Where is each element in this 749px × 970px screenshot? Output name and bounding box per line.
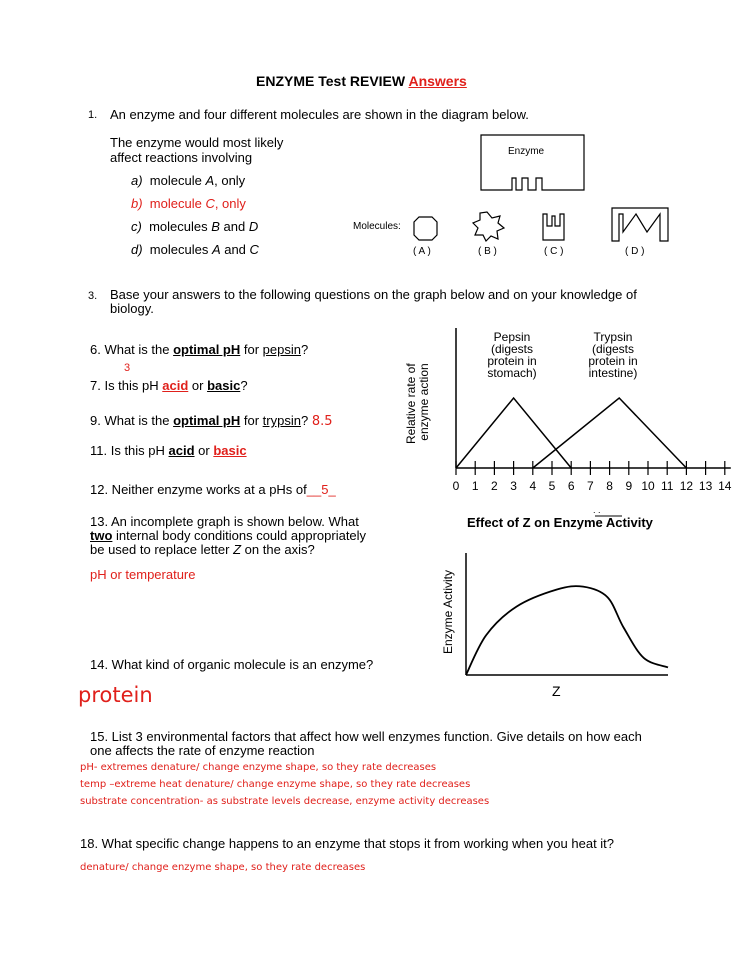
chart1-title: Effect of Z on Enzyme Activity — [467, 515, 653, 530]
q13-answer: pH or temperature — [90, 567, 196, 582]
chart1-ylabel — [404, 360, 431, 444]
molecule-c-shape — [543, 214, 564, 240]
q11-basic-answer: basic — [213, 443, 247, 458]
q18-answer: denature/ change enzyme shape, so they rate decreases — [80, 862, 366, 873]
ylabel-line2: enzyme action — [417, 363, 431, 441]
trypsin-line — [533, 398, 687, 468]
enzyme-shape — [481, 135, 584, 190]
option-letter: a) — [131, 173, 143, 188]
legend-line: protein in — [588, 354, 638, 368]
legend-line: protein in — [487, 354, 537, 368]
x-tick-label: 2 — [491, 479, 498, 493]
x-tick-label: 0 — [452, 479, 460, 493]
legend-line: Pepsin — [493, 330, 531, 344]
molecules-label: Molecules: — [353, 221, 401, 232]
q15-answer-3: substrate concentration- as substrate levels decrease, enzyme activity decreases — [80, 796, 490, 807]
x-tick-label: 10 — [641, 479, 655, 493]
q18-text: 18. What specific change happens to an enzyme that stops it from working when you heat it? — [80, 836, 615, 851]
q1-stem-line2: affect reactions involving — [110, 150, 253, 165]
q15-line2: one affects the rate of enzyme reaction — [90, 743, 315, 758]
q3-line2: biology. — [110, 301, 154, 316]
x-tick-label: 4 — [529, 479, 537, 493]
enzyme-label: Enzyme — [508, 146, 545, 157]
molecule-a-label: ( A ) — [413, 246, 431, 257]
x-tick-label: 9 — [625, 479, 633, 493]
legend-line: stomach) — [487, 366, 537, 380]
molecule-b-label: ( B ) — [478, 246, 497, 257]
x-tick-label: 5 — [548, 479, 556, 493]
x-tick-label: 3 — [510, 479, 517, 493]
title-main: ENZYME Test REVIEW — [256, 73, 409, 89]
x-tick-label: 13 — [698, 479, 713, 493]
q7-text: 7. Is this pH acid or basic? — [90, 378, 248, 393]
legend-line: (digests — [591, 342, 635, 356]
x-tick-label: 11 — [660, 479, 674, 493]
q14-answer: protein — [78, 683, 153, 707]
legend-line: Trypsin — [593, 330, 633, 344]
q6-answer: 3 — [124, 362, 131, 374]
q11-text: 11. Is this pH acid or basic — [90, 443, 247, 458]
q9-text: 9. What is the optimal pH for trypsin? 8.5 — [90, 413, 333, 429]
q14-text: 14. What kind of organic molecule is an enzyme? — [90, 657, 374, 672]
x-tick-label: 1 — [471, 479, 479, 493]
q1-option-a: a) molecule A, only — [131, 173, 246, 188]
q3-number: 3. — [88, 290, 98, 302]
q9-answer: 8.5 — [311, 414, 333, 429]
q3-line1: Base your answers to the following questions on the graph below and on your knowledge of — [110, 287, 637, 302]
molecule-a-shape — [414, 217, 437, 240]
option-letter: b) — [131, 196, 143, 211]
title-answers: Answers — [408, 73, 467, 89]
pepsin-label — [487, 330, 536, 380]
chart2-xlabel: Z — [552, 683, 561, 699]
chart2-ylabel: Enzyme Activity — [441, 569, 455, 655]
molecule-d-shape — [612, 208, 668, 241]
x-tick-label: 8 — [606, 479, 613, 493]
q12-text: 12. Neither enzyme works at a pHs of__5_ — [90, 482, 336, 497]
pepsin-line — [456, 398, 571, 468]
trypsin-label — [588, 330, 637, 380]
ylabel-line1: Relative rate of — [404, 363, 418, 445]
q12-answer: 5 — [321, 482, 329, 497]
q7-acid-answer: acid — [162, 378, 189, 393]
chart2-activity-curve — [466, 586, 668, 675]
q1-text: An enzyme and four different molecules are shown in the diagram below. — [110, 107, 529, 122]
q1-stem-line1: The enzyme would most likely — [110, 135, 284, 150]
legend-line: (digests — [490, 342, 534, 356]
option-letter: c) — [131, 219, 142, 234]
q1-option-b: b) molecule C, only — [131, 196, 246, 211]
q1-option-c: c) molecules B and D — [131, 219, 259, 234]
x-tick-label: 6 — [567, 479, 575, 493]
q15-line1: 15. List 3 environmental factors that affect how well enzymes function. Give details on how each — [90, 729, 642, 744]
q13-line1: 13. An incomplete graph is shown below. What — [90, 514, 359, 529]
x-tick-label: 12 — [679, 479, 694, 493]
q15-answer-1: pH- extremes denature/ change enzyme shape, so they rate decreases — [80, 762, 437, 773]
molecule-d-label: ( D ) — [625, 246, 645, 257]
x-tick-label: 7 — [587, 479, 594, 493]
q6-text: 6. What is the optimal pH for pepsin? — [90, 342, 309, 357]
q15-answer-2: temp –extreme heat denature/ change enzyme shape, so they rate decreases — [80, 779, 471, 790]
q1-option-d: d) molecules A and C — [131, 242, 259, 257]
q13-line2: two internal body conditions could appropriately — [90, 528, 367, 543]
q13-line3: be used to replace letter Z on the axis? — [90, 542, 315, 557]
option-letter: d) — [131, 242, 143, 257]
molecule-c-label: ( C ) — [544, 246, 564, 257]
page-title — [256, 73, 467, 89]
x-tick-label: 14 — [718, 479, 732, 493]
chart1-arrow-dots: . . — [593, 505, 601, 515]
q1-number: 1. — [88, 109, 98, 121]
legend-line: intestine) — [588, 366, 638, 380]
molecule-b-shape — [473, 212, 504, 241]
